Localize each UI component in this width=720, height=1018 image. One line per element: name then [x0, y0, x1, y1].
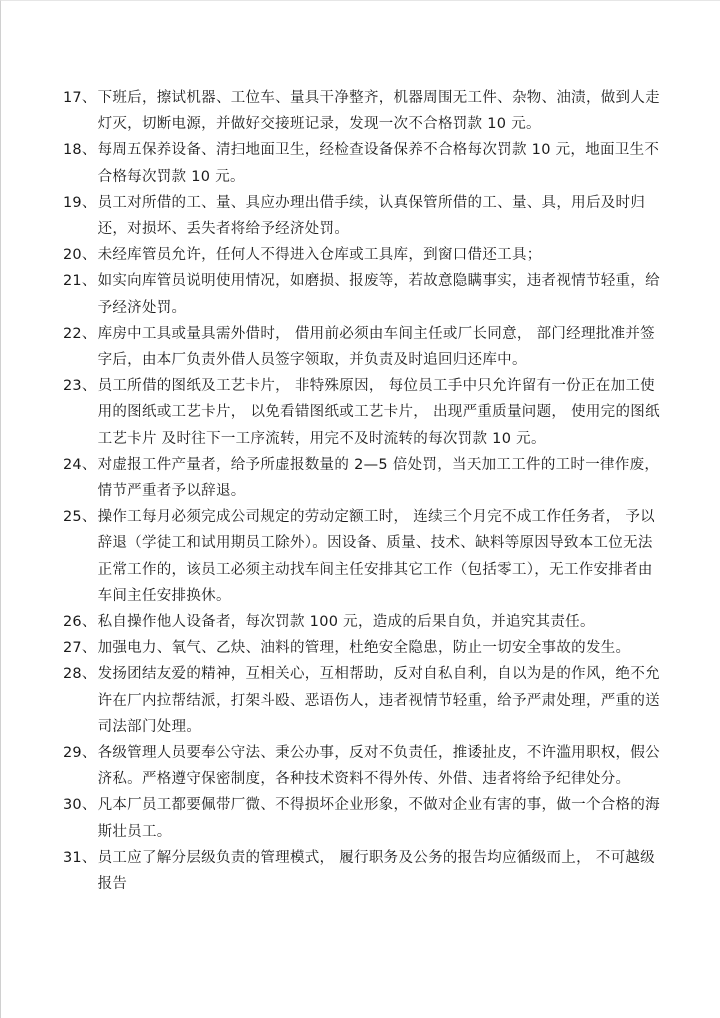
rule-26	[63, 609, 667, 635]
rule-text: 如实向库管员说明使用情况，如磨损、报废等，若故意隐瞒事实，违者视情节轻重，给予经济处罚。	[97, 273, 660, 316]
rule-number: 31、	[63, 849, 97, 866]
rule-28	[63, 661, 667, 740]
rule-number: 22、	[63, 325, 97, 342]
rule-text: 对虚报工件产量者，给予所虚报数量的 2—5 倍处罚，当天加工工件的工时一律作废，情节严重者予以辞退。	[97, 456, 660, 500]
rule-number: 19、	[63, 194, 97, 211]
rule-27	[63, 635, 667, 661]
rule-number: 24、	[63, 456, 97, 473]
rule-30	[63, 792, 667, 844]
rule-number: 18、	[63, 142, 97, 159]
rule-number: 17、	[63, 90, 97, 106]
rule-text: 员工所借的图纸及工艺卡片， 非特殊原因， 每位员工手中只允许留有一份正在加工使用的图纸或工艺卡片， 以免看错图纸或工艺卡片， 出现严重质量问题， 使用完的图纸工艺卡片 及时往下一工序流转，用完不及时流转的每次罚款 10 元。	[97, 378, 660, 447]
rule-text: 凡本厂员工都要佩带厂微、不得损坏企业形象，不做对企业有害的事，做一个合格的海斯壮员工。	[97, 797, 660, 840]
rule-number: 20、	[63, 247, 97, 264]
rule-number: 28、	[63, 666, 97, 683]
rule-text: 库房中工具或量具需外借时， 借用前必须由车间主任或厂长同意， 部门经理批准并签字后，由本厂负责外借人员签字领取，并负责及时追回归还库中。	[97, 325, 655, 369]
rule-25	[63, 504, 667, 609]
rule-text: 私自操作他人设备者，每次罚款 100 元，造成的后果自负，并追究其责任。	[97, 614, 595, 631]
rule-text: 未经库管员允许，任何人不得进入仓库或工具库，到窗口借还工具；	[97, 247, 542, 264]
rule-17	[63, 85, 667, 137]
rule-number: 26、	[63, 614, 97, 631]
rule-21	[63, 268, 667, 320]
rule-number: 25、	[63, 509, 97, 526]
rule-23	[63, 373, 667, 452]
rules-list	[63, 85, 667, 897]
rule-text: 员工应了解分层级负责的管理模式， 履行职务及公务的报告均应循级而上， 不可越级报告	[97, 849, 655, 893]
rule-text: 加强电力、氧气、乙炔、油料的管理，杜绝安全隐患，防止一切安全事故的发生。	[97, 640, 631, 657]
rule-number: 23、	[63, 378, 97, 395]
rule-text: 下班后，擦试机器、工位车、量具干净整齐，机器周围无工件、杂物、油渍，做到人走灯灭，切断电源，并做好交接班记录，发现一次不合格罚款 10 元。	[97, 90, 660, 133]
rule-text: 员工对所借的工、量、具应办理出借手续，认真保管所借的工、量、具，用后及时归还，对损坏、丢失者将给予经济处罚。	[97, 194, 646, 238]
rule-number: 29、	[63, 745, 97, 762]
rule-text: 发扬团结友爱的精神，互相关心，互相帮助，反对自私自利，自以为是的作风，绝不允许在厂内拉帮结派，打架斗殴、恶语伤人，违者视情节轻重，给予严肃处理，严重的送司法部门处理。	[97, 666, 660, 735]
rule-22	[63, 321, 667, 373]
rule-29	[63, 740, 667, 792]
rule-number: 30、	[63, 797, 97, 814]
rule-text: 每周五保养设备、清扫地面卫生，经检查设备保养不合格每次罚款 10 元，地面卫生不合格每次罚款 10 元。	[97, 142, 660, 185]
rule-number: 21、	[63, 273, 97, 290]
rule-31	[63, 845, 667, 897]
rule-text: 各级管理人员要奉公守法、秉公办事，反对不负责任，推诿扯皮，不许滥用职权，假公济私。严格遵守保密制度，各种技术资料不得外传、外借、违者将给予纪律处分。	[97, 745, 660, 788]
rule-text: 操作工每月必须完成公司规定的劳动定额工时， 连续三个月完不成工作任务者， 予以辞退（学徒工和试用期员工除外）。因设备、质量、技术、缺料等原因导致本工位无法正常工作的，该员工必须主动找车间主任安排其它工作（包括零工），无工作安排者由车间主任安排换休。	[97, 509, 655, 604]
rule-19	[63, 190, 667, 242]
rule-24	[63, 452, 667, 504]
rule-number: 27、	[63, 640, 97, 657]
rule-18	[63, 137, 667, 189]
rule-20	[63, 242, 667, 268]
